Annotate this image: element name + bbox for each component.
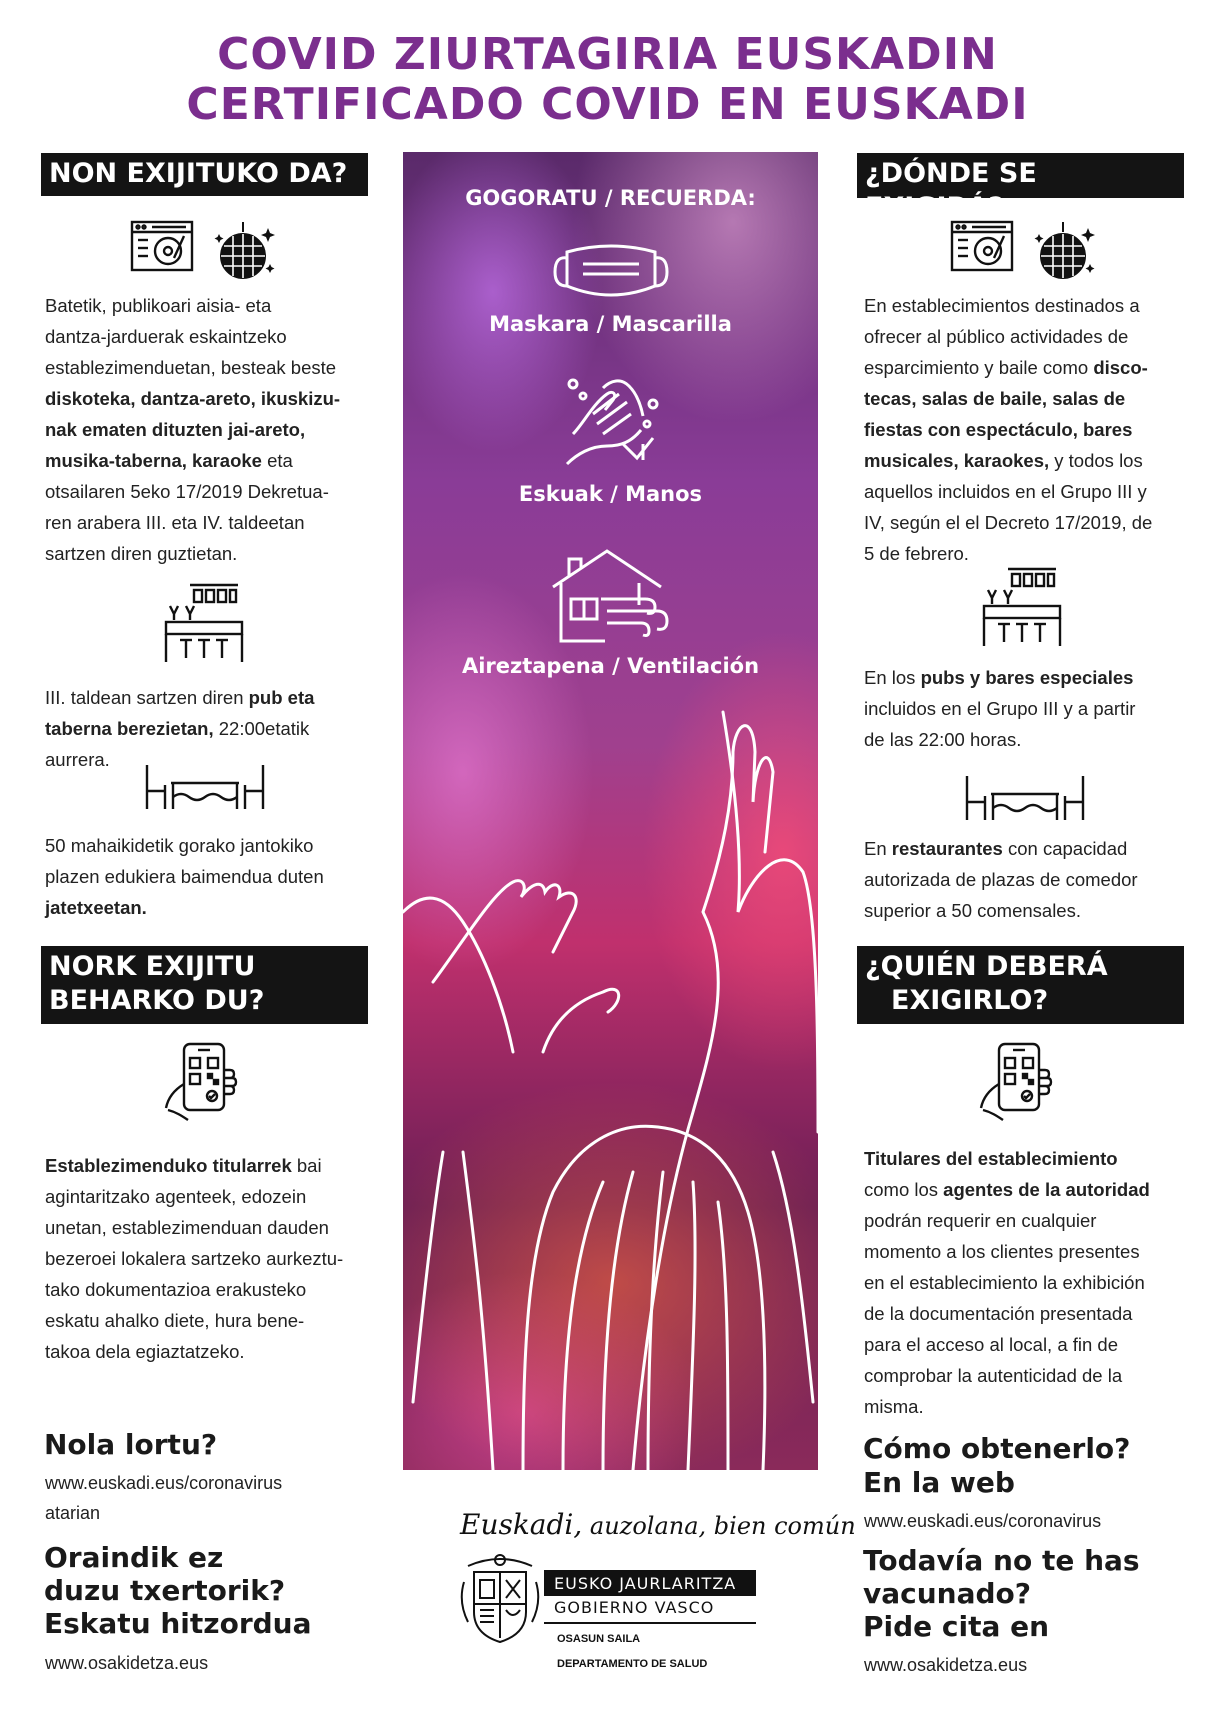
text-line: para el acceso al local, a fin de [864,1334,1119,1355]
text-line: Batetik, publikoari aisia- eta [45,295,272,316]
right-icons-1 [950,220,1098,286]
right-how-url[interactable]: www.euskadi.eus/coronavirus [864,1511,1102,1531]
center-reminder-panel [403,152,818,1470]
dj-turntable-icon [130,220,194,272]
right-who-header [857,946,1184,1024]
text-line: momento a los clientes presentes [864,1241,1140,1262]
phone-qr-hand-icon [975,1040,1059,1124]
text-line: IV, según el el Decreto 17/2019, de [864,512,1153,533]
text-line: superior a 50 comensales. [864,900,1081,921]
header-line: EXIGIRLO? [891,985,1049,1016]
text-line: 5 de febrero. [864,543,969,564]
text-line: 50 mahaikidetik gorako jantokiko [45,835,314,856]
text-line: fiestas con espectáculo, bares [864,419,1133,440]
text-line: como los agentes de la autoridad [864,1179,1150,1200]
text-line: tako dokumentazioa erakusteko [45,1279,307,1300]
text-line: nak ematen dituzten jai-areto, [45,419,306,440]
text-line: sartzen diren guztietan. [45,543,238,564]
left-where-paragraph-1 [45,290,375,569]
left-vaccine-line-2: duzu txertorik? [44,1574,286,1607]
text-line: de las 22:00 horas. [864,729,1022,750]
reminder-heading: GOGORATU / RECUERDA: [465,186,756,210]
dj-turntable-icon [950,220,1014,272]
text-line: En restaurantes con capacidad [864,838,1128,859]
text-line: misma. [864,1396,924,1417]
text-line: musika-taberna, karaoke eta [45,450,293,471]
text-line: dantza-jarduerak eskaintzeko [45,326,287,347]
left-how-title: Nola lortu? [44,1428,218,1461]
header-line: NORK EXIJITU [49,951,256,982]
text-line: ofrecer al público actividades de [864,326,1129,347]
text-line: takoa dela egiaztatzeko. [45,1341,245,1362]
text-line: eskatu ahalko diete, hura bene- [45,1310,305,1331]
text-line: Establezimenduko titularrek bai [45,1155,322,1176]
title-line-1: COVID ZIURTAGIRIA EUSKADIN [217,29,998,80]
right-who-paragraph [864,1143,1204,1422]
right-how-line-1: Cómo obtenerlo? [863,1432,1131,1465]
slogan [460,1508,856,1541]
left-where-header: NON EXIJITUKO DA? [41,153,368,196]
text-line: III. taldean sartzen diren pub eta [45,687,315,708]
text-line: plazen edukiera baimendua duten [45,866,324,887]
text-line: aurrera. [45,749,110,770]
text-line: ren arabera III. eta IV. taldeetan [45,512,305,533]
right-where-paragraph-3 [864,833,1194,926]
gov-name-spanish: GOBIERNO VASCO [554,1598,715,1617]
text-line: En establecimientos destinados a [864,295,1140,316]
header-line: BEHARKO DU? [49,985,265,1016]
text-line: podrán requerir en cualquier [864,1210,1097,1231]
left-vaccine-line-3: Eskatu hitzordua [44,1607,312,1640]
right-where-header: ¿DÓNDE SE EXIGIRÁ? [857,153,1184,198]
right-vaccine-url[interactable]: www.osakidetza.eus [864,1655,1028,1675]
slogan-euskadi: Euskadi, [460,1508,583,1541]
left-vaccine-line-1: Oraindik ez [44,1541,224,1574]
phone-qr-hand-icon [160,1040,244,1124]
text-line: incluidos en el Grupo III y a partir [864,698,1136,719]
bar-counter-icon [980,566,1064,650]
restaurant-table-icon [143,761,267,813]
left-vaccine-url[interactable]: www.osakidetza.eus [45,1653,209,1673]
title-line-2: CERTIFICADO COVID EN EUSKADI [186,79,1029,130]
face-mask-icon [553,238,669,302]
right-where-paragraph-1 [864,290,1194,569]
left-who-paragraph [45,1150,385,1367]
text-line: Titulares del establecimiento [864,1148,1118,1169]
left-how-url-suffix: atarian [45,1503,101,1523]
text-line: musicales, karaokes, y todos los [864,450,1143,471]
left-icons-1 [130,220,278,286]
right-vaccine-line-2: vacunado? [863,1577,1032,1610]
text-line: establezimenduetan, besteak beste [45,357,337,378]
left-who-header [41,946,368,1024]
text-line: diskoteka, dantza-areto, ikuskizu- [45,388,341,409]
right-how-line-2: En la web [863,1466,1015,1499]
ventilation-house-icon [549,547,671,645]
text-line: unetan, establezimenduan dauden [45,1217,329,1238]
text-line: aquellos incluidos en el Grupo III y [864,481,1147,502]
hand-washing-icon [563,374,663,470]
text-line: taberna berezietan, 22:00etatik [45,718,310,739]
reminder-ventilation-label: Aireztapena / Ventilación [461,654,760,678]
reminder-mask-label: Maskara / Mascarilla [489,312,732,336]
slogan-rest: auzolana, bien común [582,1512,856,1540]
right-vaccine-line-3: Pide cita en [863,1610,1050,1643]
right-where-paragraph-2 [864,662,1194,755]
header-line: ¿QUIÉN DEBERÁ [865,951,1108,982]
bar-counter-icon [162,582,246,666]
left-how-url[interactable]: www.euskadi.eus/coronavirus [45,1473,283,1493]
right-vaccine-line-1: Todavía no te has [863,1544,1140,1577]
department-spanish: DEPARTAMENTO DE SALUD [557,1658,708,1670]
raised-hands-illustration [403,152,818,1470]
government-name-bar [544,1570,756,1624]
basque-government-coat-of-arms-icon [458,1552,542,1648]
text-line: otsailaren 5eko 17/2019 Dekretua- [45,481,329,502]
text-line: esparcimiento y baile como disco- [864,357,1148,378]
text-line: jatetxeetan. [45,897,147,918]
left-where-paragraph-3 [45,830,375,923]
text-line: comprobar la autenticidad de la [864,1365,1123,1386]
reminder-hands-label: Eskuak / Manos [518,482,703,506]
text-line: agintaritzako agenteek, edozein [45,1186,307,1207]
text-line: En los pubs y bares especiales [864,667,1134,688]
disco-ball-icon [212,220,278,286]
gov-name-basque: EUSKO JAURLARITZA [544,1572,756,1596]
text-line: tecas, salas de baile, salas de [864,388,1126,409]
text-line: bezeroei lokalera sartzeko aurkeztu- [45,1248,344,1269]
text-line: de la documentación presentada [864,1303,1133,1324]
text-line: autorizada de plazas de comedor [864,869,1138,890]
department-basque: OSASUN SAILA [557,1633,641,1645]
disco-ball-icon [1032,220,1098,286]
text-line: en el establecimiento la exhibición [864,1272,1145,1293]
restaurant-table-icon [963,772,1087,824]
